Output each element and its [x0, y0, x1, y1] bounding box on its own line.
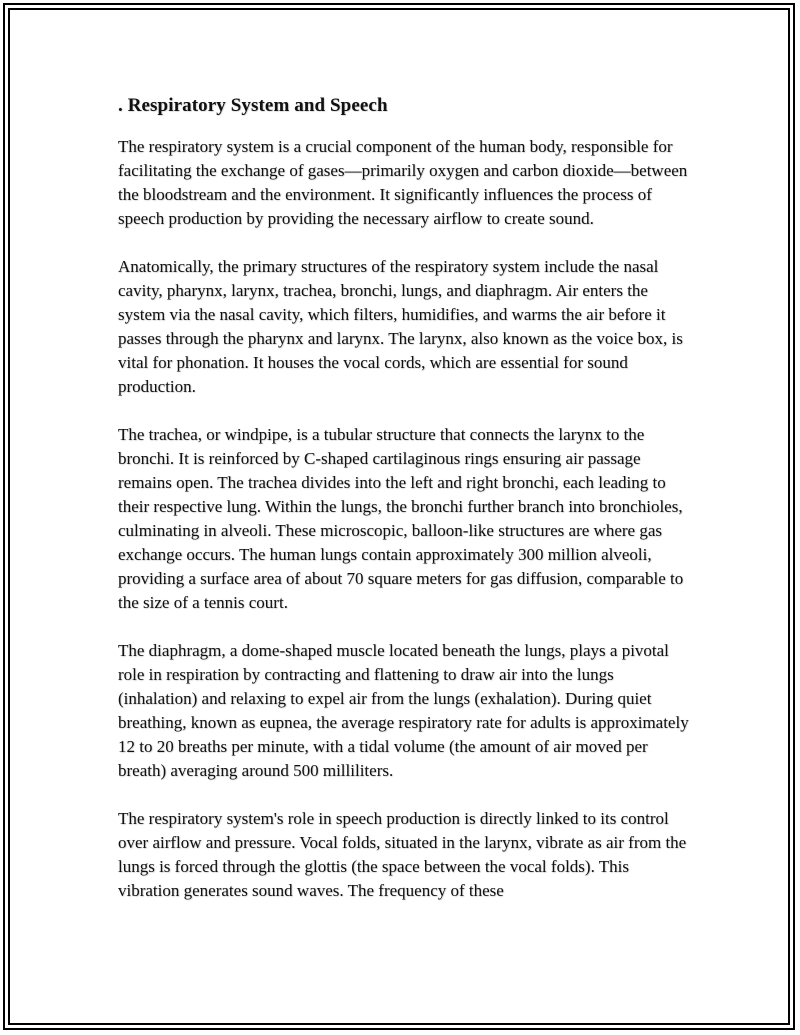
paragraph-intro: The respiratory system is a crucial component of the human body, responsible for facilitating the exchange of gases—primarily oxygen and carbon dioxide—between the bloodstream and the environment. It significantly influences the process of speech production by providing the necessary airflow to create sound. — [118, 137, 688, 228]
paragraph-diaphragm: The diaphragm, a dome-shaped muscle located beneath the lungs, plays a pivotal role in respiration by contracting and flattening to draw air into the lungs (inhalation) and relaxing to expel air from the lungs (exhalation). During quiet breathing, known as eupnea, the average respiratory rate for adults is approximately 12 to 20 breaths per minute, with a tidal volume (the amount of air moved per breath) averaging around 500 milliliters. — [118, 641, 689, 780]
paragraph-anatomy: Anatomically, the primary structures of the respiratory system include the nasal cavity, pharynx, larynx, trachea, bronchi, lungs, and diaphragm. Air enters the system via the nasal cavity, which filters, humidifies, and warms the air before it passes through the pharynx and larynx. The larynx, also known as the voice box, is vital for phonation. It houses the vocal cords, which are essential for sound production. — [118, 257, 683, 396]
section-heading: . Respiratory System and Speech — [118, 95, 388, 116]
paragraph-trachea: The trachea, or windpipe, is a tubular structure that connects the larynx to the bronchi. It is reinforced by C-shaped cartilaginous rings ensuring air passage remains open. The trachea divides into the left and right bronchi, each leading to their respective lung. Within the lungs, the bronchi further branch into bronchioles, culminating in alveoli. These microscopic, balloon-like structures are where gas exchange occurs. The human lungs contain approximately 300 million alveoli, providing a surface area of about 70 square meters for gas diffusion, comparable to the size of a tennis court. — [118, 425, 684, 612]
paragraph-speech-production: The respiratory system's role in speech production is directly linked to its control over airflow and pressure. Vocal folds, situated in the larynx, vibrate as air from the lungs is forced through the glottis (the space between the vocal folds). This vibration generates sound waves. The frequency of these — [118, 809, 687, 900]
document-body — [118, 93, 690, 927]
